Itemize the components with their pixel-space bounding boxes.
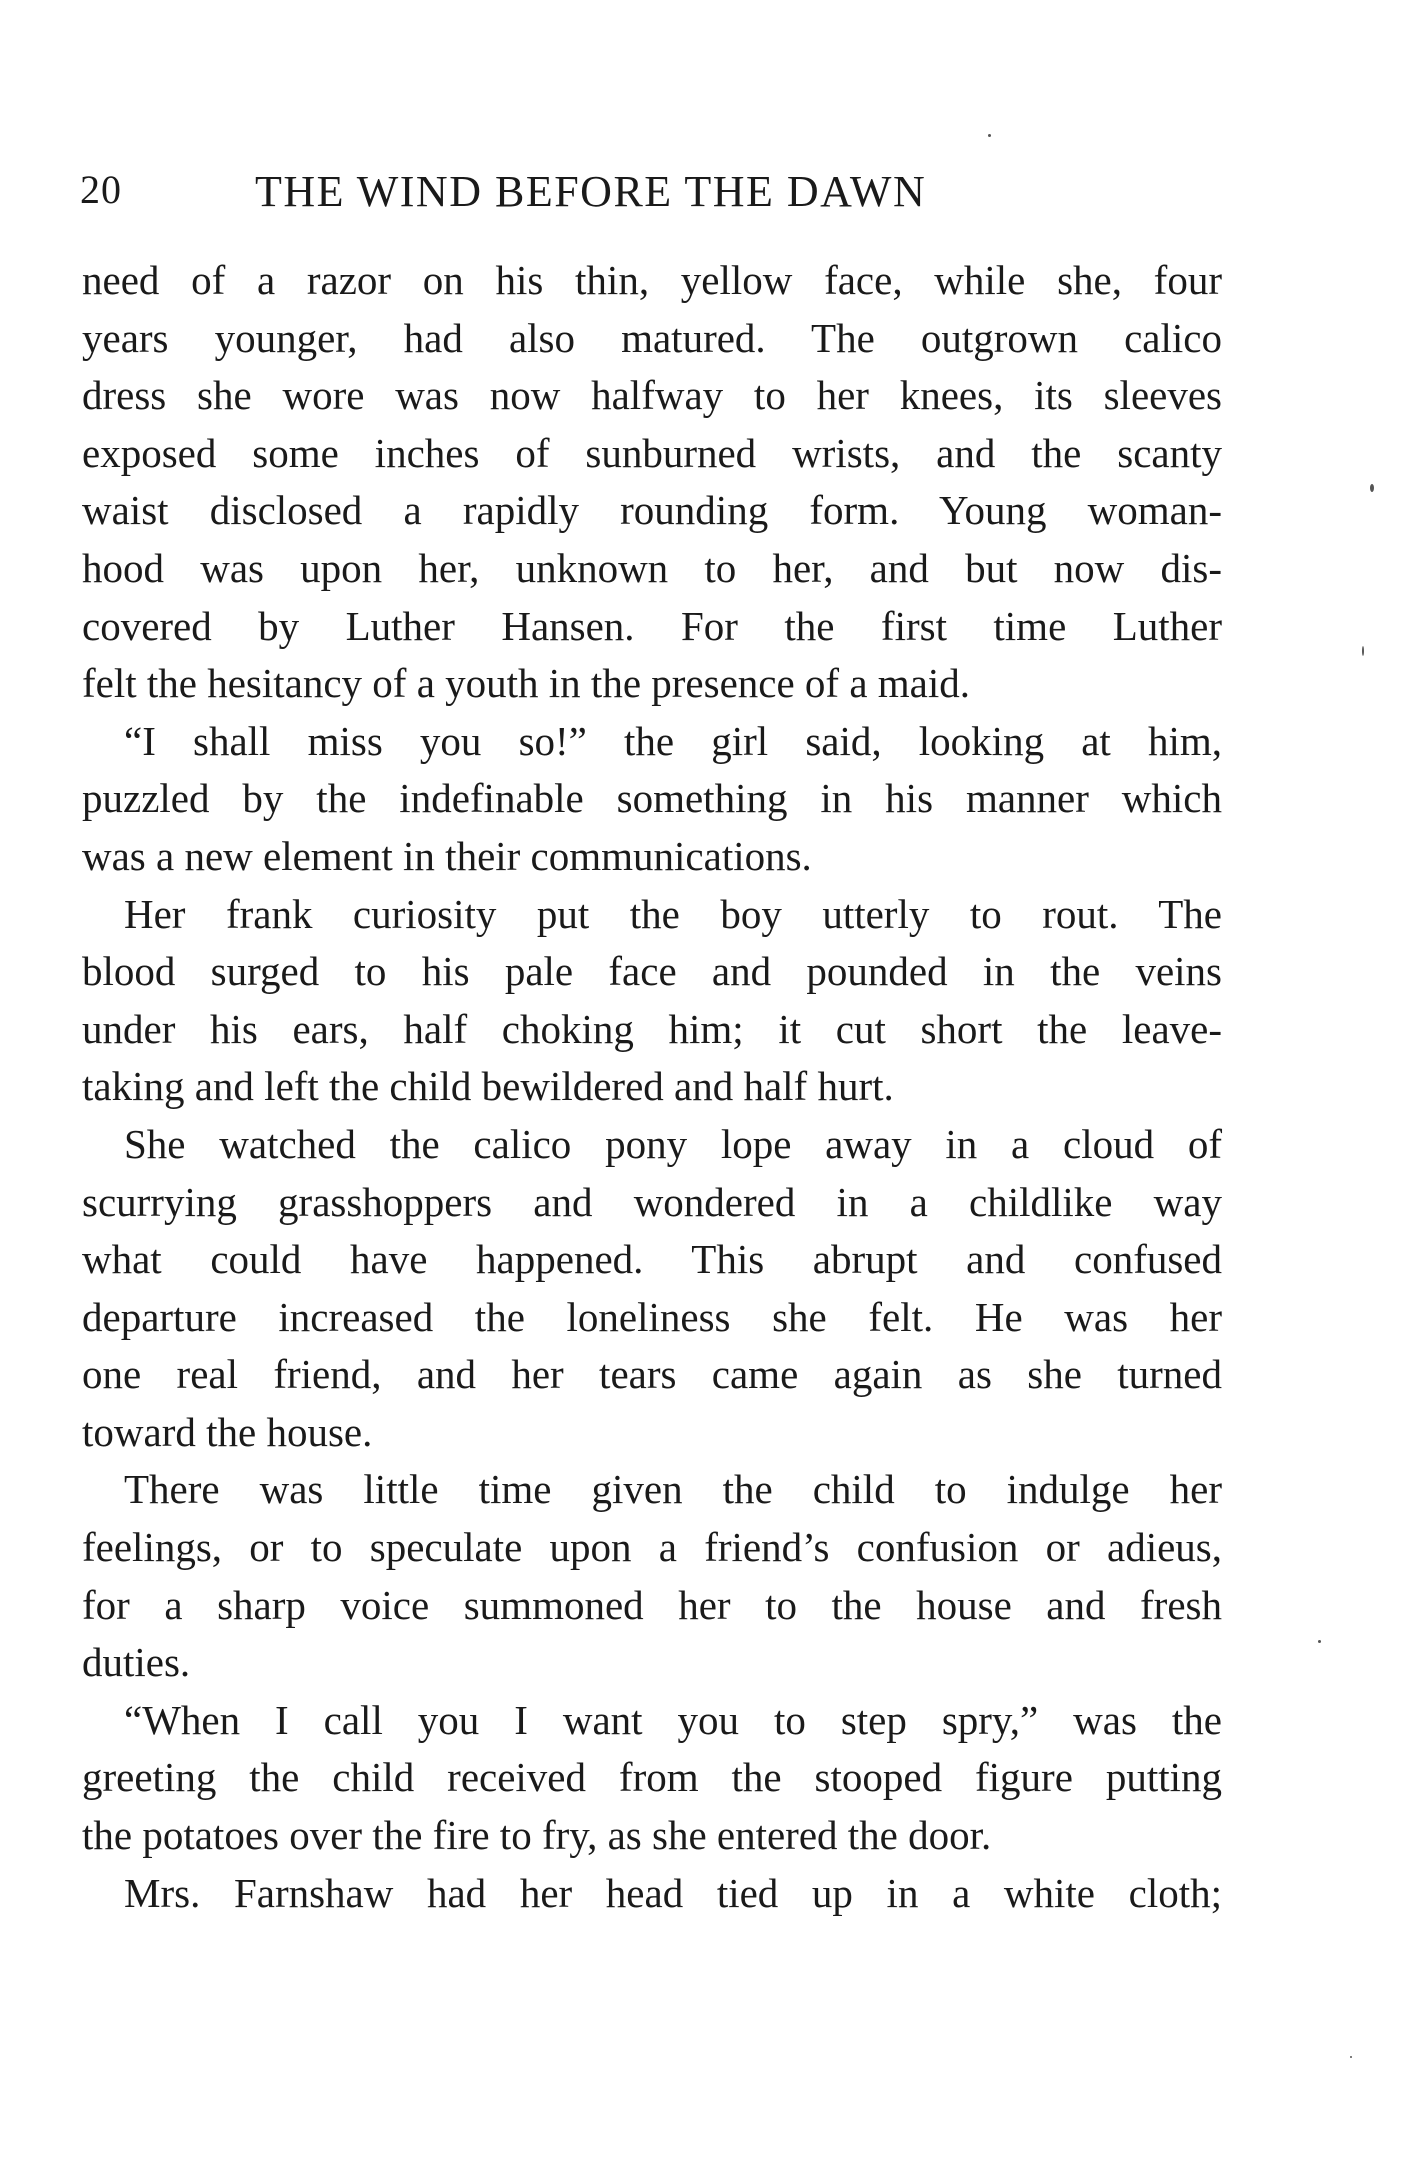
text-line: greeting the child received from the stooped figure putting xyxy=(82,1754,1222,1801)
text-line: exposed some inches of sunburned wrists, and the scanty xyxy=(82,429,1222,476)
text-line: need of a razor on his thin, yellow face, while she, four xyxy=(82,257,1222,303)
text-line: “When I call you I want you to step spry,” was the xyxy=(124,1696,1222,1743)
running-title: THE WIND BEFORE THE DAWN xyxy=(255,167,927,216)
text-line: Mrs. Farnshaw had her head tied up in a white cloth; xyxy=(124,1869,1222,1916)
text-line: scurrying grasshoppers and wondered in a childlike way xyxy=(82,1178,1222,1225)
text-line: was a new element in their communications. xyxy=(82,832,812,879)
paper-speck xyxy=(1362,646,1364,656)
text-line: feelings, or to speculate upon a friend’s confusion or adieus, xyxy=(82,1524,1222,1571)
text-line: felt the hesitancy of a youth in the presence of a maid. xyxy=(82,660,971,707)
text-line: years younger, had also matured. The outgrown calico xyxy=(82,314,1222,361)
text-body xyxy=(82,252,1222,1922)
text-line: puzzled by the indefinable something in his manner which xyxy=(82,775,1222,822)
paper-speck xyxy=(1370,484,1374,492)
running-head xyxy=(80,166,1220,226)
text-line: hood was upon her, unknown to her, and but now dis- xyxy=(82,544,1222,591)
paper-speck xyxy=(1350,2056,1352,2058)
text-line: toward the house. xyxy=(82,1408,373,1455)
text-line: one real friend, and her tears came again as she turned xyxy=(82,1351,1222,1398)
text-line: what could have happened. This abrupt and confused xyxy=(82,1236,1222,1283)
page-number: 20 xyxy=(80,167,122,212)
text-line: She watched the calico pony lope away in a cloud of xyxy=(124,1120,1222,1167)
text-line: departure increased the loneliness she felt. He was her xyxy=(82,1293,1222,1340)
text-line: the potatoes over the fire to fry, as she entered the door. xyxy=(82,1812,992,1859)
text-line: Her frank curiosity put the boy utterly to rout. The xyxy=(124,890,1222,937)
paper-speck xyxy=(1318,1640,1321,1643)
text-line: waist disclosed a rapidly rounding form. Young woman- xyxy=(82,487,1222,534)
text-line: blood surged to his pale face and pounded in the veins xyxy=(82,948,1222,995)
text-line: under his ears, half choking him; it cut short the leave- xyxy=(82,1005,1222,1052)
text-line: “I shall miss you so!” the girl said, looking at him, xyxy=(124,717,1222,764)
text-line: taking and left the child bewildered and half hurt. xyxy=(82,1063,894,1110)
text-line: dress she wore was now halfway to her knees, its sleeves xyxy=(82,372,1222,419)
text-line: covered by Luther Hansen. For the first time Luther xyxy=(82,602,1222,649)
text-line: There was little time given the child to indulge her xyxy=(124,1466,1222,1513)
text-line: duties. xyxy=(82,1639,191,1686)
paper-speck xyxy=(988,134,991,137)
text-line: for a sharp voice summoned her to the house and fresh xyxy=(82,1581,1222,1628)
